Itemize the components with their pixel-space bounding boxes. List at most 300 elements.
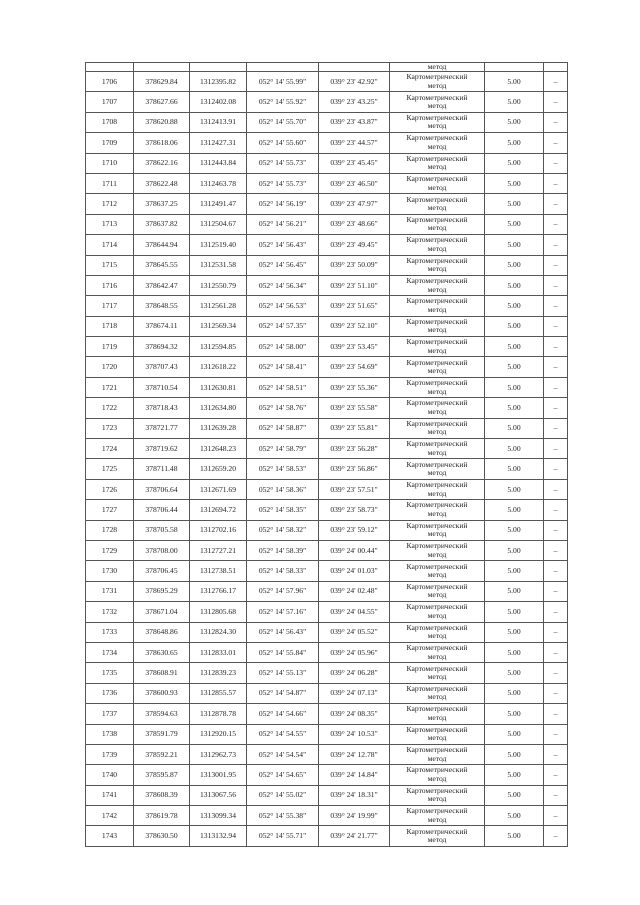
method-line-2: метод <box>427 610 447 620</box>
method-line-2: метод <box>427 80 447 90</box>
cell-note: – <box>544 785 568 805</box>
cell-y: 1312569.34 <box>190 316 247 336</box>
cell-number: 1718 <box>86 316 134 336</box>
method-line-1: Картометрический <box>406 92 468 102</box>
table-row <box>86 663 568 683</box>
cell-x: 378600.93 <box>134 683 190 703</box>
method-line-1: Картометрический <box>406 133 468 143</box>
cell-number: 1712 <box>86 194 134 214</box>
table-row <box>86 622 568 642</box>
method-line-1: Картометрический <box>406 439 468 449</box>
method-line-1: Картометрический <box>406 622 468 632</box>
cell-number: 1720 <box>86 357 134 377</box>
method-line-1: Картометрический <box>406 316 468 326</box>
cell-longitude: 039° 24' 21.77" <box>319 826 390 846</box>
cell-accuracy: 5.00 <box>485 785 544 805</box>
cell-accuracy: 5.00 <box>485 479 544 499</box>
cell-latitude: 052° 14' 57.35" <box>247 316 319 336</box>
cell-x: 378648.55 <box>134 296 190 316</box>
table-row <box>86 418 568 438</box>
cell-x: 378648.86 <box>134 622 190 642</box>
cell-number: 1716 <box>86 275 134 295</box>
cell-y: 1312618.22 <box>190 357 247 377</box>
cell-number <box>86 63 134 72</box>
method-line-2: метод <box>427 427 447 437</box>
table-row <box>86 642 568 662</box>
table-row <box>86 500 568 520</box>
cell-x: 378695.29 <box>134 581 190 601</box>
cell-latitude: 052° 14' 55.73" <box>247 153 319 173</box>
cell-accuracy: 5.00 <box>485 337 544 357</box>
cell-latitude: 052° 14' 55.71" <box>247 826 319 846</box>
cell-x: 378721.77 <box>134 418 190 438</box>
cell-accuracy: 5.00 <box>485 704 544 724</box>
cell-latitude: 052° 14' 55.84" <box>247 642 319 662</box>
method-line-1: Картометрический <box>406 276 468 286</box>
continued-row <box>86 63 568 72</box>
cell-x: 378705.58 <box>134 520 190 540</box>
cell-latitude: 052° 14' 56.53" <box>247 296 319 316</box>
cell-number: 1715 <box>86 255 134 275</box>
cell-y: 1312805.68 <box>190 602 247 622</box>
cell-number: 1727 <box>86 500 134 520</box>
cell-number: 1730 <box>86 561 134 581</box>
cell-accuracy: 5.00 <box>485 663 544 683</box>
cell-y: 1313001.95 <box>190 765 247 785</box>
cell-note: – <box>544 561 568 581</box>
cell-method <box>390 296 485 316</box>
cell-latitude: 052° 14' 55.02" <box>247 785 319 805</box>
cell-note: – <box>544 316 568 336</box>
cell-note <box>544 63 568 72</box>
method-line-2: метод <box>427 835 447 845</box>
cell-method <box>390 92 485 112</box>
cell-y: 1313099.34 <box>190 806 247 826</box>
cell-number: 1729 <box>86 540 134 560</box>
cell-accuracy: 5.00 <box>485 194 544 214</box>
cell-latitude: 052° 14' 54.87" <box>247 683 319 703</box>
cell-method <box>390 479 485 499</box>
cell-x: 378592.21 <box>134 744 190 764</box>
cell-y: 1312402.08 <box>190 92 247 112</box>
cell-longitude: 039° 23' 48.66" <box>319 214 390 234</box>
cell-method <box>390 581 485 601</box>
cell-longitude: 039° 23' 49.45" <box>319 235 390 255</box>
cell-number: 1740 <box>86 765 134 785</box>
cell-longitude: 039° 23' 51.65" <box>319 296 390 316</box>
method-line-2: метод <box>427 631 447 641</box>
cell-longitude: 039° 24' 04.55" <box>319 602 390 622</box>
cell-method <box>390 724 485 744</box>
cell-y: 1312427.31 <box>190 133 247 153</box>
cell-x: 378674.11 <box>134 316 190 336</box>
cell-y: 1312671.69 <box>190 479 247 499</box>
table-row <box>86 275 568 295</box>
table-row <box>86 540 568 560</box>
method-line-2: метод <box>427 345 447 355</box>
cell-method <box>390 377 485 397</box>
cell-method <box>390 275 485 295</box>
cell-latitude: 052° 14' 55.70" <box>247 112 319 132</box>
cell-latitude: 052° 14' 56.19" <box>247 194 319 214</box>
method-line-2: метод <box>427 488 447 498</box>
cell-longitude: 039° 24' 12.78" <box>319 744 390 764</box>
table-row <box>86 92 568 112</box>
table-row <box>86 398 568 418</box>
cell-accuracy: 5.00 <box>485 642 544 662</box>
cell-note: – <box>544 296 568 316</box>
cell-longitude: 039° 24' 07.13" <box>319 683 390 703</box>
table-row <box>86 806 568 826</box>
cell-y: 1312594.85 <box>190 337 247 357</box>
cell-number: 1724 <box>86 439 134 459</box>
cell-number: 1714 <box>86 235 134 255</box>
cell-accuracy: 5.00 <box>485 418 544 438</box>
method-line-1: Картометрический <box>406 704 468 714</box>
cell-y: 1313132.94 <box>190 826 247 846</box>
cell-y: 1312694.72 <box>190 500 247 520</box>
method-line-1: Картометрический <box>406 418 468 428</box>
cell-method <box>390 398 485 418</box>
cell-method <box>390 133 485 153</box>
method-line-1: Картометрический <box>406 602 468 612</box>
cell-note: – <box>544 275 568 295</box>
cell-accuracy: 5.00 <box>485 214 544 234</box>
cell-latitude: 052° 14' 58.53" <box>247 459 319 479</box>
cell-latitude: 052° 14' 56.21" <box>247 214 319 234</box>
cell-accuracy: 5.00 <box>485 173 544 193</box>
cell-number: 1743 <box>86 826 134 846</box>
method-line-1: Картометрический <box>406 806 468 816</box>
cell-method <box>390 153 485 173</box>
cell-method <box>390 173 485 193</box>
cell-note: – <box>544 683 568 703</box>
cell-accuracy: 5.00 <box>485 296 544 316</box>
cell-note: – <box>544 765 568 785</box>
cell-latitude: 052° 14' 55.73" <box>247 173 319 193</box>
cell-number: 1719 <box>86 337 134 357</box>
cell-y: 1312878.78 <box>190 704 247 724</box>
table-row <box>86 765 568 785</box>
cell-longitude: 039° 24' 02.48" <box>319 581 390 601</box>
cell-accuracy: 5.00 <box>485 581 544 601</box>
cell-latitude: 052° 14' 58.41" <box>247 357 319 377</box>
cell-longitude: 039° 23' 57.51" <box>319 479 390 499</box>
cell-note: – <box>544 214 568 234</box>
cell-number: 1739 <box>86 744 134 764</box>
cell-x: 378630.50 <box>134 826 190 846</box>
method-line-2: метод <box>427 773 447 783</box>
method-line-1: Картометрический <box>406 643 468 653</box>
cell-accuracy: 5.00 <box>485 602 544 622</box>
cell-latitude: 052° 14' 55.38" <box>247 806 319 826</box>
cell-x: 378618.06 <box>134 133 190 153</box>
cell-note: – <box>544 806 568 826</box>
cell-y: 1312443.84 <box>190 153 247 173</box>
method-line-2: метод <box>427 141 447 151</box>
cell-longitude: 039° 24' 05.96" <box>319 642 390 662</box>
cell-number: 1726 <box>86 479 134 499</box>
cell-latitude: 052° 14' 58.51" <box>247 377 319 397</box>
cell-number: 1742 <box>86 806 134 826</box>
method-line-2: метод <box>427 549 447 559</box>
table-row <box>86 235 568 255</box>
method-line-2: метод <box>427 692 447 702</box>
method-line-1: Картометрический <box>406 235 468 245</box>
cell-longitude: 039° 24' 01.03" <box>319 561 390 581</box>
cell-x: 378710.54 <box>134 377 190 397</box>
cell-latitude: 052° 14' 58.32" <box>247 520 319 540</box>
method-line-2: метод <box>427 447 447 457</box>
cell-method <box>390 418 485 438</box>
cell-number: 1738 <box>86 724 134 744</box>
cell-x: 378708.00 <box>134 540 190 560</box>
cell-note: – <box>544 826 568 846</box>
method-line-1: Картометрический <box>406 357 468 367</box>
cell-latitude: 052° 14' 54.65" <box>247 765 319 785</box>
cell-method <box>390 520 485 540</box>
cell-note: – <box>544 500 568 520</box>
cell-longitude: 039° 23' 59.12" <box>319 520 390 540</box>
cell-note: – <box>544 581 568 601</box>
method-line-2: метод <box>427 794 447 804</box>
cell-note: – <box>544 153 568 173</box>
method-line-2: метод <box>427 529 447 539</box>
cell-accuracy: 5.00 <box>485 357 544 377</box>
method-line-2: метод <box>427 284 447 294</box>
cell-number: 1732 <box>86 602 134 622</box>
table-row <box>86 173 568 193</box>
cell-method: метод <box>390 63 485 72</box>
cell-latitude: 052° 14' 58.00" <box>247 337 319 357</box>
method-line-2: метод <box>427 733 447 743</box>
table-row <box>86 133 568 153</box>
cell-accuracy: 5.00 <box>485 622 544 642</box>
cell-note: – <box>544 92 568 112</box>
cell-longitude <box>319 63 390 72</box>
cell-x: 378620.88 <box>134 112 190 132</box>
cell-method <box>390 112 485 132</box>
cell-longitude: 039° 24' 18.31" <box>319 785 390 805</box>
cell-method <box>390 337 485 357</box>
cell-longitude: 039° 23' 47.97" <box>319 194 390 214</box>
cell-y: 1312463.78 <box>190 173 247 193</box>
cell-method <box>390 663 485 683</box>
cell-x: 378645.55 <box>134 255 190 275</box>
cell-note: – <box>544 663 568 683</box>
cell-y: 1312659.20 <box>190 459 247 479</box>
cell-latitude: 052° 14' 54.66" <box>247 704 319 724</box>
cell-x: 378627.66 <box>134 92 190 112</box>
cell-latitude: 052° 14' 55.99" <box>247 72 319 92</box>
cell-method <box>390 500 485 520</box>
method-line-2: метод <box>427 814 447 824</box>
method-line-1: Картометрический <box>406 72 468 82</box>
method-line-2: метод <box>427 243 447 253</box>
cell-longitude: 039° 23' 43.25" <box>319 92 390 112</box>
table-row <box>86 377 568 397</box>
cell-x: 378629.84 <box>134 72 190 92</box>
cell-number: 1737 <box>86 704 134 724</box>
cell-y: 1312519.40 <box>190 235 247 255</box>
cell-x: 378622.48 <box>134 173 190 193</box>
cell-longitude: 039° 23' 56.28" <box>319 439 390 459</box>
cell-accuracy: 5.00 <box>485 235 544 255</box>
cell-accuracy: 5.00 <box>485 153 544 173</box>
cell-latitude: 052° 14' 56.45" <box>247 255 319 275</box>
cell-longitude: 039° 23' 55.58" <box>319 398 390 418</box>
cell-accuracy <box>485 63 544 72</box>
cell-y: 1312920.15 <box>190 724 247 744</box>
table-row <box>86 785 568 805</box>
cell-note: – <box>544 479 568 499</box>
cell-number: 1728 <box>86 520 134 540</box>
cell-y: 1312531.58 <box>190 255 247 275</box>
cell-number: 1706 <box>86 72 134 92</box>
cell-latitude <box>247 63 319 72</box>
cell-y: 1312648.23 <box>190 439 247 459</box>
cell-longitude: 039° 23' 55.36" <box>319 377 390 397</box>
cell-note: – <box>544 520 568 540</box>
table-row <box>86 357 568 377</box>
cell-latitude: 052° 14' 55.60" <box>247 133 319 153</box>
table-row <box>86 439 568 459</box>
cell-method <box>390 357 485 377</box>
cell-longitude: 039° 23' 43.87" <box>319 112 390 132</box>
cell-y: 1312833.01 <box>190 642 247 662</box>
cell-y: 1312491.47 <box>190 194 247 214</box>
cell-method <box>390 540 485 560</box>
cell-accuracy: 5.00 <box>485 561 544 581</box>
cell-x: 378630.65 <box>134 642 190 662</box>
cell-accuracy: 5.00 <box>485 377 544 397</box>
cell-accuracy: 5.00 <box>485 316 544 336</box>
table-row <box>86 704 568 724</box>
cell-x: 378711.48 <box>134 459 190 479</box>
method-line-1: Картометрический <box>406 785 468 795</box>
cell-longitude: 039° 24' 08.35" <box>319 704 390 724</box>
method-line-2: метод <box>427 712 447 722</box>
table-row <box>86 744 568 764</box>
method-line-2: метод <box>427 753 447 763</box>
cell-y: 1312738.51 <box>190 561 247 581</box>
cell-latitude: 052° 14' 58.33" <box>247 561 319 581</box>
cell-latitude: 052° 14' 58.76" <box>247 398 319 418</box>
cell-accuracy: 5.00 <box>485 133 544 153</box>
cell-latitude: 052° 14' 55.13" <box>247 663 319 683</box>
method-line-1: Картометрический <box>406 398 468 408</box>
cell-accuracy: 5.00 <box>485 744 544 764</box>
table-row <box>86 214 568 234</box>
cell-latitude: 052° 14' 58.39" <box>247 540 319 560</box>
table-row <box>86 561 568 581</box>
cell-accuracy: 5.00 <box>485 683 544 703</box>
method-line-2: метод <box>427 570 447 580</box>
method-line-1: Картометрический <box>406 255 468 265</box>
cell-longitude: 039° 24' 00.44" <box>319 540 390 560</box>
cell-note: – <box>544 133 568 153</box>
method-line-1: Картометрический <box>406 745 468 755</box>
cell-y: 1312839.23 <box>190 663 247 683</box>
method-line-1: Картометрический <box>406 561 468 571</box>
cell-note: – <box>544 439 568 459</box>
method-line-1: Картометрический <box>406 520 468 530</box>
cell-longitude: 039° 23' 56.86" <box>319 459 390 479</box>
method-line-1: Картометрический <box>406 214 468 224</box>
cell-longitude: 039° 23' 51.10" <box>319 275 390 295</box>
method-line-2: метод <box>427 590 447 600</box>
cell-number: 1736 <box>86 683 134 703</box>
cell-latitude: 052° 14' 56.43" <box>247 235 319 255</box>
cell-longitude: 039° 23' 46.50" <box>319 173 390 193</box>
method-line-2: метод <box>427 508 447 518</box>
method-line-1: Картометрический <box>406 500 468 510</box>
method-line-1: Картометрический <box>406 153 468 163</box>
cell-x: 378608.39 <box>134 785 190 805</box>
cell-method <box>390 704 485 724</box>
cell-x: 378706.44 <box>134 500 190 520</box>
cell-y: 1312639.28 <box>190 418 247 438</box>
cell-note: – <box>544 112 568 132</box>
method-line-1: Картометрический <box>406 112 468 122</box>
cell-y <box>190 63 247 72</box>
cell-x: 378644.94 <box>134 235 190 255</box>
cell-accuracy: 5.00 <box>485 765 544 785</box>
cell-y: 1312561.28 <box>190 296 247 316</box>
cell-note: – <box>544 377 568 397</box>
cell-number: 1733 <box>86 622 134 642</box>
cell-note: – <box>544 357 568 377</box>
table-row <box>86 459 568 479</box>
cell-latitude: 052° 14' 57.16" <box>247 602 319 622</box>
cell-x: 378718.43 <box>134 398 190 418</box>
cell-number: 1722 <box>86 398 134 418</box>
cell-method <box>390 214 485 234</box>
cell-accuracy: 5.00 <box>485 724 544 744</box>
cell-note: – <box>544 72 568 92</box>
method-line-2: метод <box>427 101 447 111</box>
cell-number: 1707 <box>86 92 134 112</box>
table-row <box>86 581 568 601</box>
cell-y: 1312413.91 <box>190 112 247 132</box>
cell-note: – <box>544 194 568 214</box>
cell-number: 1711 <box>86 173 134 193</box>
cell-method <box>390 235 485 255</box>
cell-note: – <box>544 255 568 275</box>
cell-method <box>390 642 485 662</box>
cell-accuracy: 5.00 <box>485 112 544 132</box>
cell-note: – <box>544 724 568 744</box>
cell-x: 378719.62 <box>134 439 190 459</box>
cell-number: 1723 <box>86 418 134 438</box>
cell-latitude: 052° 14' 58.87" <box>247 418 319 438</box>
cell-accuracy: 5.00 <box>485 92 544 112</box>
cell-method <box>390 316 485 336</box>
cell-number: 1735 <box>86 663 134 683</box>
table-row <box>86 337 568 357</box>
method-line-1: Картометрический <box>406 337 468 347</box>
cell-note: – <box>544 704 568 724</box>
method-line-1: Картометрический <box>406 581 468 591</box>
cell-longitude: 039° 23' 53.45" <box>319 337 390 357</box>
cell-y: 1313067.56 <box>190 785 247 805</box>
cell-note: – <box>544 398 568 418</box>
method-line-2: метод <box>427 223 447 233</box>
cell-latitude: 052° 14' 56.34" <box>247 275 319 295</box>
table-row <box>86 296 568 316</box>
cell-number: 1741 <box>86 785 134 805</box>
cell-method <box>390 765 485 785</box>
